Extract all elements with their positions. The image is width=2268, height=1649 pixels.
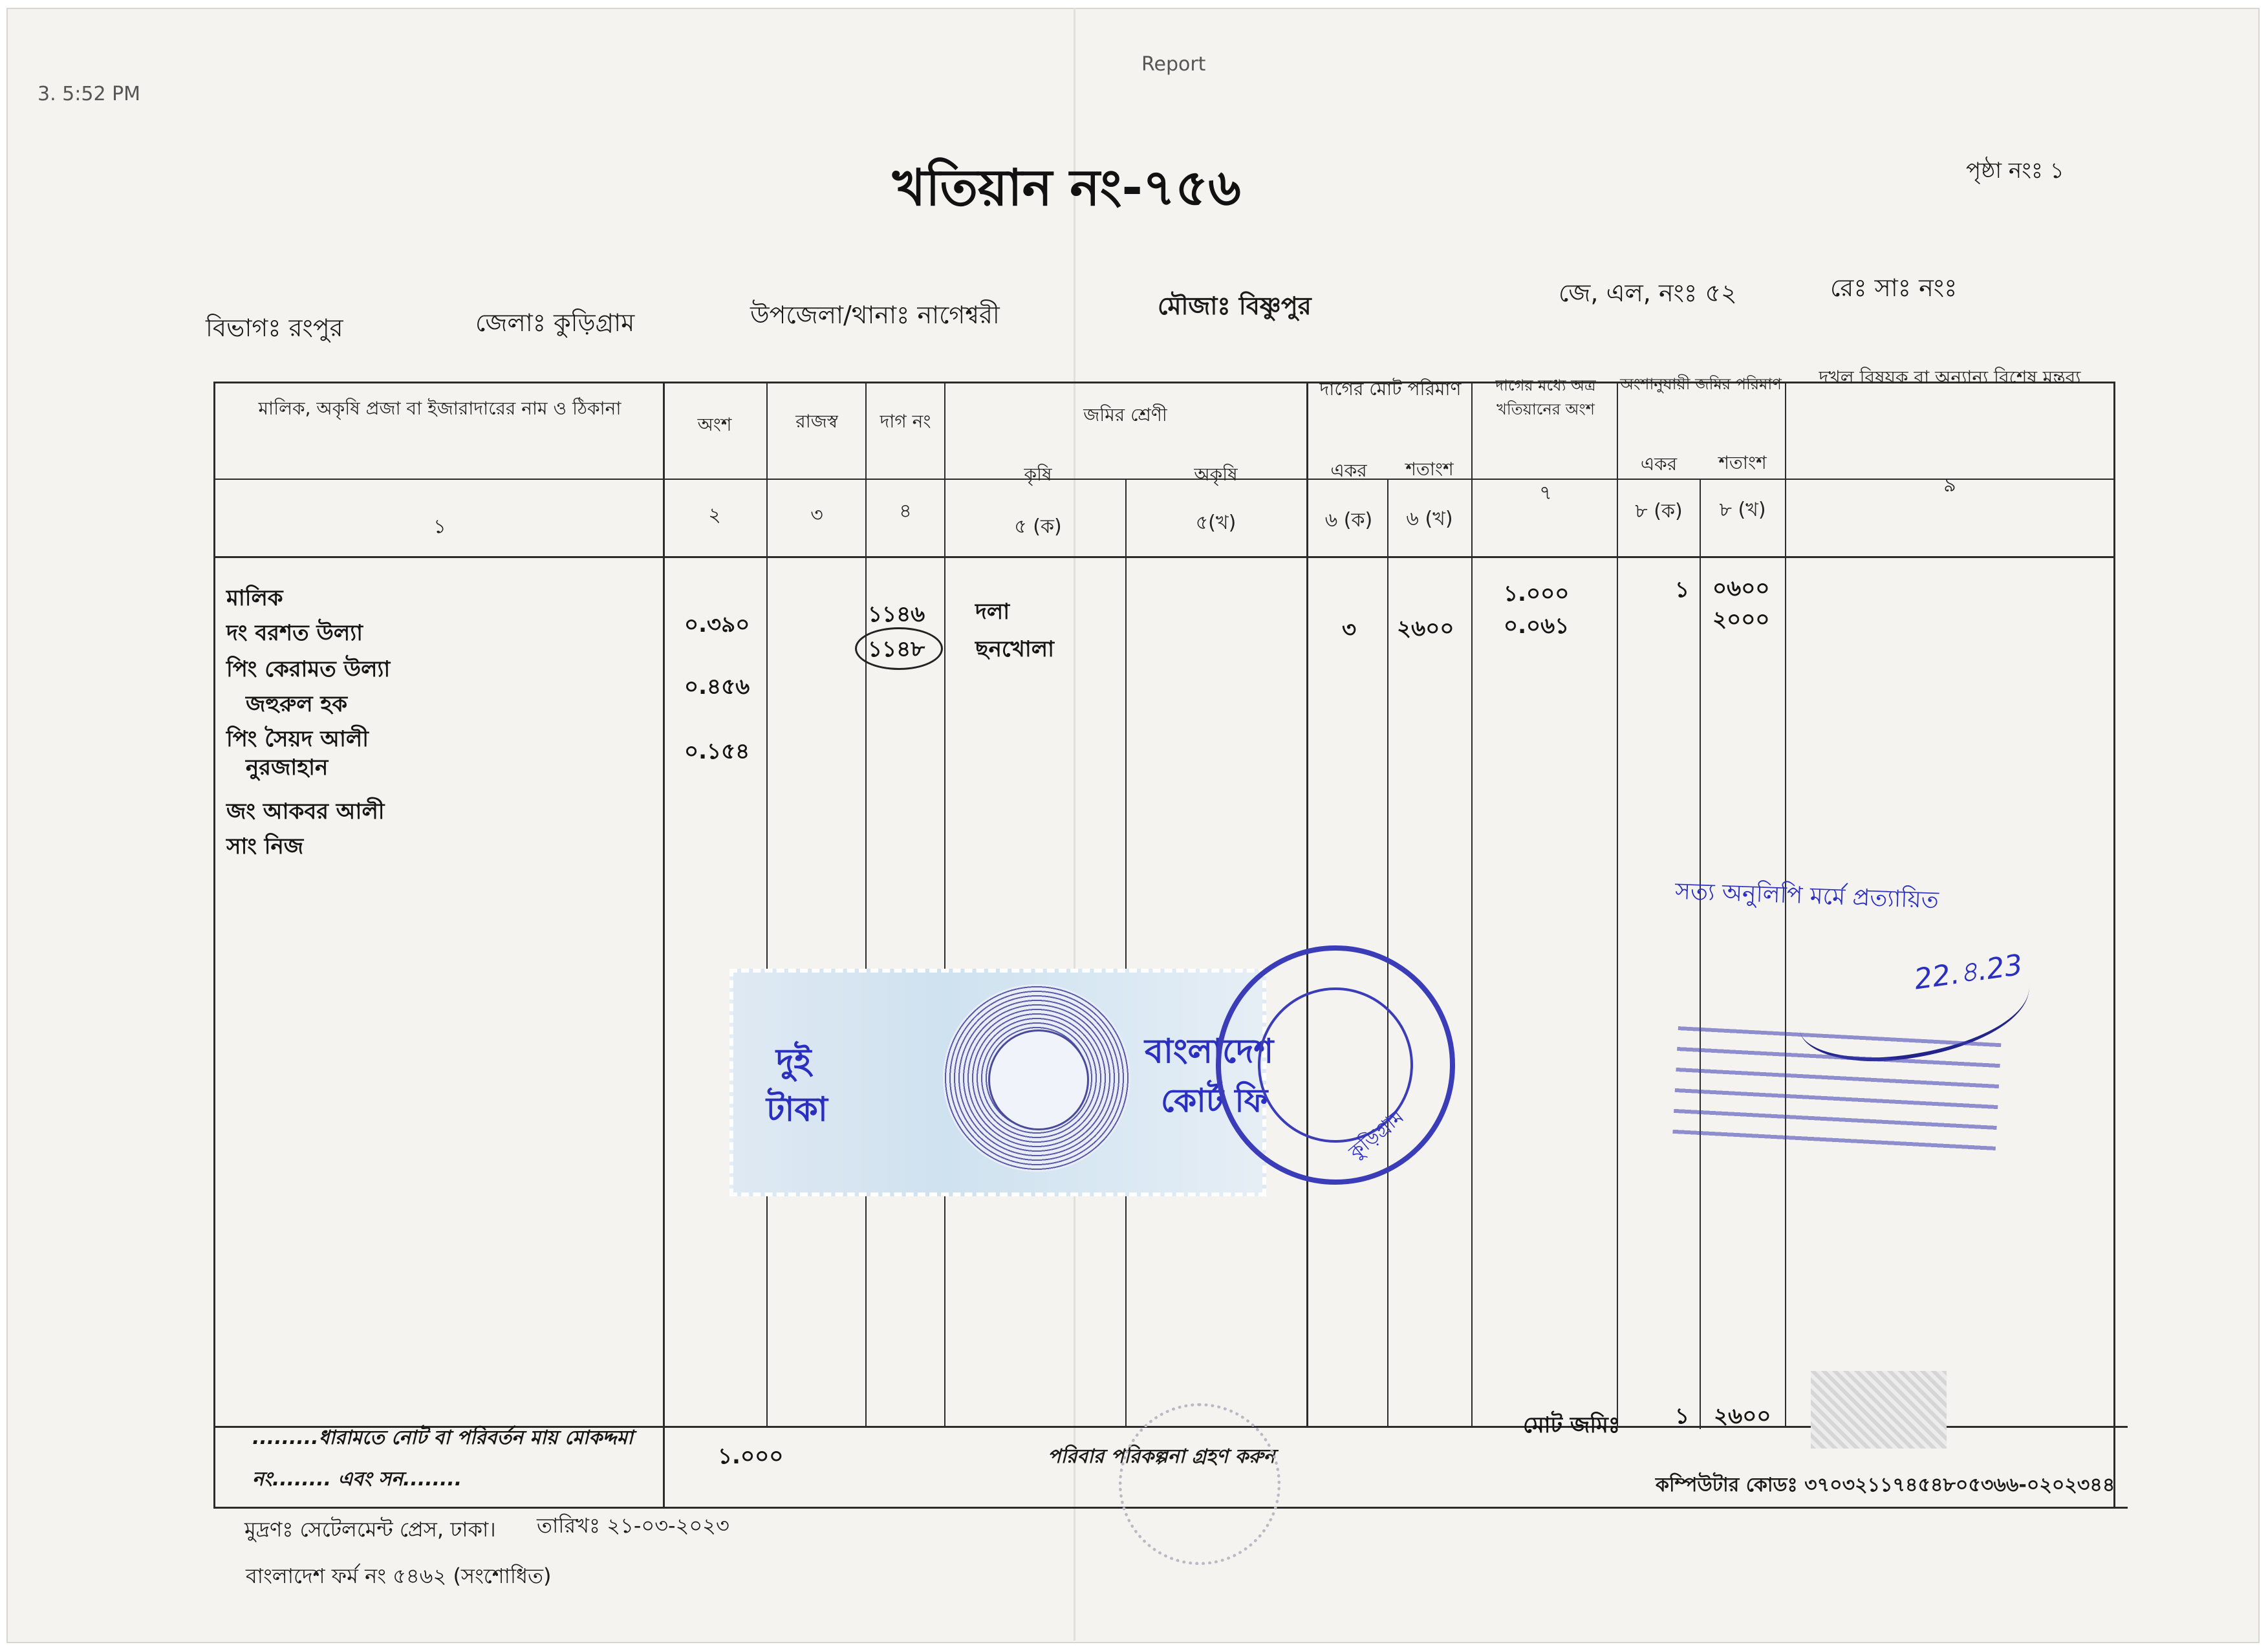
col-line — [766, 382, 768, 1426]
col-line — [1306, 382, 1308, 1426]
mutation-note: .........ধারামতে নোট বা পরিবর্তন মায় মোকদ্দমা — [252, 1427, 633, 1449]
paper-fold — [1074, 8, 1075, 1641]
col-num-7: ৭ — [1539, 482, 1552, 504]
col-header-acre: একর — [1330, 460, 1367, 481]
col-num-6k: ৬ (ক) — [1324, 509, 1373, 532]
col-header-share-land: অংশানুযায়ী জমির পরিমাণ — [1620, 375, 1782, 393]
col-line — [1471, 382, 1473, 1426]
col-line — [1617, 382, 1618, 1426]
share-land-shatangsha: ০৬০০ — [1712, 576, 1770, 601]
col-line — [865, 382, 867, 1426]
form-number: বাংলাদেশ ফর্ম নং ৫৪৬২ (সংশোধিত) — [246, 1564, 552, 1588]
col-header-remarks: দখল বিষয়ক বা অন্যান্য বিশেষ মন্তব্য — [1819, 367, 2081, 388]
dag-number: ১১৪৮ — [868, 636, 925, 662]
dag-share-value: ০.০৬১ — [1504, 613, 1570, 639]
stamp-amount: টাকা — [766, 1090, 828, 1129]
table-row-line — [213, 556, 2115, 558]
col-header-owner: মালিক, অকৃষি প্রজা বা ইজারাদারের নাম ও ঠিকানা — [258, 398, 621, 419]
col-num-8k: ৮ (ক) — [1635, 500, 1683, 523]
barcode-area — [1811, 1371, 1947, 1449]
col-line — [663, 382, 665, 1507]
col-num-5kh: ৫(খ) — [1195, 512, 1237, 534]
page-number: পৃষ্ঠা নংঃ ১ — [1966, 158, 2064, 184]
col-line — [2113, 382, 2115, 1507]
dag-total-acre: ৩ — [1342, 617, 1357, 643]
division: বিভাগঃ রংপুর — [206, 314, 343, 342]
col-header-acre-2: একর — [1640, 453, 1678, 475]
col-header-agri: কৃষি — [1024, 464, 1052, 485]
signature-date: 22.৪.23 — [1912, 948, 2025, 997]
col-line — [1700, 1390, 1701, 1429]
col-num-1: ১ — [433, 515, 446, 538]
col-header-shatangsha: শতাংশ — [1405, 458, 1454, 480]
col-header-dag-share: দাগের মধ্যে অত্র খতিয়ানের অংশ — [1495, 376, 1596, 419]
report-label: Report — [1141, 53, 1206, 76]
col-header-share: অংশ — [697, 414, 732, 435]
col-header-non-agri: অকৃষি — [1194, 464, 1238, 485]
col-num-2: ২ — [708, 504, 721, 526]
col-num-4: ৪ — [899, 500, 912, 523]
dag-total-shatangsha: ২৬০০ — [1397, 616, 1454, 641]
share-land-acre: ১ — [1675, 577, 1690, 603]
print-time: 3. 5:52 PM — [38, 83, 141, 105]
dag-share-value: ১.০০০ — [1504, 581, 1570, 607]
stamp-amount: দুই — [776, 1042, 812, 1081]
seal-text: কুড়িগ্রাম — [1345, 1105, 1409, 1164]
district: জেলাঃ কুড়িগ্রাম — [475, 308, 635, 337]
owner-line: পিং কেরামত উল্যা — [226, 656, 391, 682]
col-line — [1125, 479, 1127, 1426]
owner-line: নুরজাহান — [246, 755, 329, 781]
print-date: তারিখঃ ২১-০৩-২০২৩ — [537, 1513, 729, 1538]
owner-line: দং বরশত উল্যা — [226, 620, 363, 646]
owner-label: মালিক — [226, 585, 283, 611]
col-header-land-class: জমির শ্রেণী — [1083, 404, 1167, 426]
attestation-text: সত্য অনুলিপি মর্মে প্রত্যায়িত — [1674, 878, 1939, 914]
land-class: দলা — [975, 599, 1010, 625]
officer-stamp-lines — [1672, 1026, 2002, 1159]
col-num-6kh: ৬ (খ) — [1406, 508, 1453, 530]
share-total: ১.০০০ — [718, 1443, 784, 1469]
col-line — [213, 382, 215, 1507]
reg-sa-number: রেঃ সাঃ নংঃ — [1830, 274, 1958, 302]
col-num-9: ৯ — [1943, 474, 1956, 497]
col-num-3: ৩ — [810, 504, 823, 526]
land-class: ছনখোলা — [975, 636, 1054, 662]
share-value: ০.৪৫৬ — [684, 674, 750, 700]
owner-line: সাং নিজ — [226, 834, 304, 859]
dag-number: ১১৪৬ — [868, 601, 925, 627]
share-land-shatangsha: ২০০০ — [1712, 607, 1770, 632]
printer-info: মুদ্রণঃ সেটেলমেন্ট প্রেস, ঢাকা। — [244, 1517, 496, 1542]
col-header-revenue: রাজস্ব — [795, 411, 838, 432]
share-value: ০.১৫৪ — [684, 738, 750, 764]
col-header-dag-total: দাগের মোট পরিমাণ — [1319, 378, 1462, 400]
owner-line: জহুরুল হক — [246, 691, 348, 717]
col-header-dag-no: দাগ নং — [880, 411, 931, 432]
total-shatangsha: ২৬০০ — [1714, 1403, 1771, 1429]
owner-line: জং আকবর আলী — [226, 799, 385, 824]
family-planning-slogan: পরিবার পরিকল্পনা গ্রহণ করুন — [1048, 1445, 1275, 1468]
faint-stamp — [1119, 1403, 1280, 1565]
jl-number: জে, এল, নংঃ ৫২ — [1559, 279, 1737, 307]
stamp-fee: কোর্ট ফি — [1161, 1082, 1268, 1119]
col-header-shatangsha-2: শতাংশ — [1718, 452, 1767, 473]
upazila: উপজেলা/থানাঃ নাগেশ্বরী — [750, 301, 1000, 329]
computer-code: কম্পিউটার কোডঃ ৩৭০৩২১১৭৪৫৪৮০৫৩৬৬-০২০২৩৪৪ — [1656, 1474, 2115, 1496]
col-num-5k: ৫ (ক) — [1014, 515, 1062, 538]
total-acre: ১ — [1675, 1403, 1690, 1429]
total-land-label: মোট জমিঃ — [1523, 1412, 1621, 1438]
col-line — [1700, 479, 1701, 1426]
mouza: মৌজাঃ বিষ্ণুপুর — [1158, 292, 1312, 320]
col-line — [1387, 479, 1388, 1426]
col-line — [944, 382, 945, 1426]
share-value: ০.৩৯০ — [684, 612, 750, 638]
mutation-case: নং........ এবং সন........ — [252, 1468, 462, 1491]
col-num-8kh: ৮ (খ) — [1719, 499, 1766, 521]
owner-line: পিং সৈয়দ আলী — [226, 726, 369, 752]
stamp-country: বাংলাদেশ — [1145, 1032, 1274, 1071]
stamp-emblem-icon — [988, 1029, 1089, 1130]
khatian-title: খতিয়ান নং-৭৫৬ — [892, 159, 1241, 217]
